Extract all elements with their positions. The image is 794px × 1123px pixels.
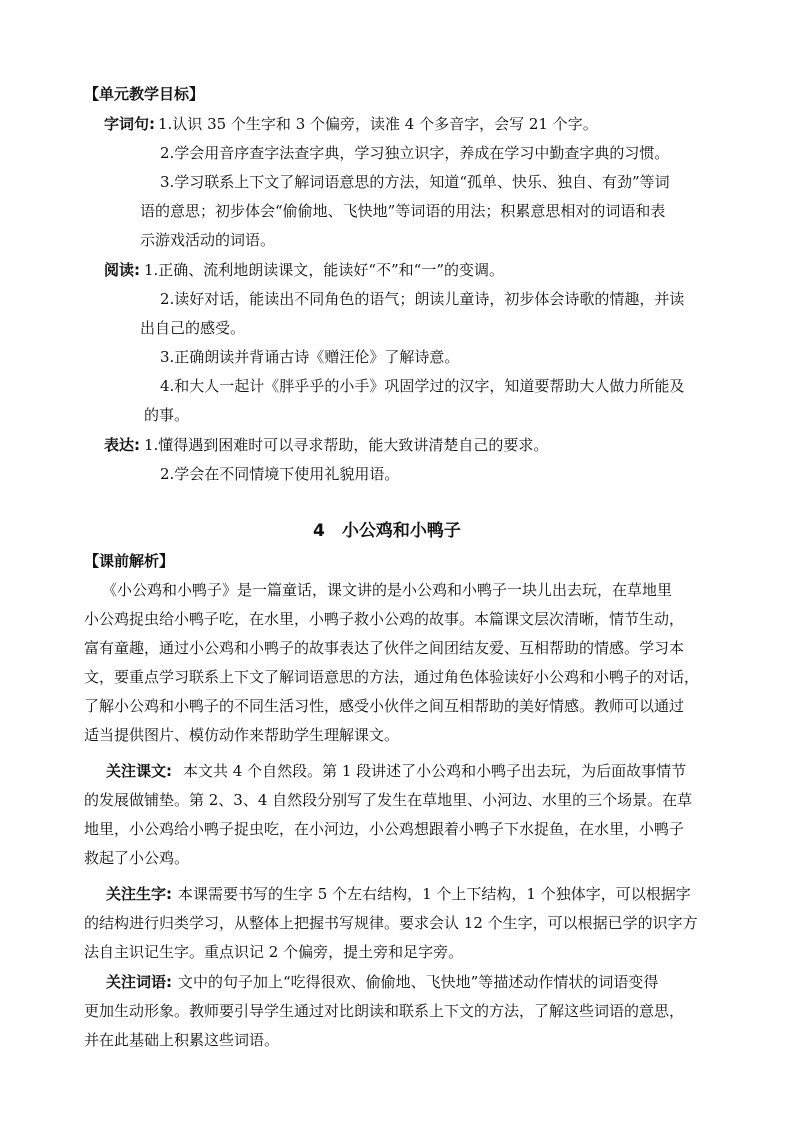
goal-line: 3.正确朗读并背诵古诗《赠汪伦》了解诗意。 bbox=[160, 348, 460, 366]
goal-line: 出自己的感受。 bbox=[140, 319, 246, 337]
analysis-heading: 【课前解析】 bbox=[84, 552, 175, 570]
goal-line: 2.学会用音序查字法查字典，学习独立识字，养成在学习中勤查字典的习惯。 bbox=[160, 144, 670, 162]
goal-line: 1.懂得遇到困难时可以寻求帮助，能大致讲清楚自己的要求。 bbox=[144, 436, 549, 454]
goal-line: 2.学会在不同情境下使用礼貌用语。 bbox=[160, 465, 400, 483]
goal-line: 3.学习联系上下文了解词语意思的方法，知道“孤单、快乐、独自、有劲”等词 bbox=[160, 173, 670, 191]
shengzi-line: 的结构进行归类学习，从整体上把握书写规律。要求会认 12 个生字，可以根据已学的识字方 bbox=[84, 914, 698, 932]
goal-line: 示游戏活动的词语。 bbox=[140, 231, 276, 249]
kewen-label: 关注课文: bbox=[106, 762, 172, 780]
biaoda-label: 表达: bbox=[104, 436, 140, 454]
ciyu-label: 字词句: bbox=[104, 115, 155, 133]
goal-line: 1.正确、流利地朗读课文，能读好“不”和“一”的变调。 bbox=[144, 261, 504, 279]
yuedu-label: 阅读: bbox=[104, 261, 140, 279]
kewen-line: 救起了小公鸡。 bbox=[84, 849, 190, 867]
kewen-line: 的发展做铺垫。第 2、3、4 自然段分别写了发生在草地里、小河边、水里的三个场景。在草 bbox=[84, 791, 693, 809]
analysis-line: 了解小公鸡和小鸭子的不同生活习性，感受小伙伴之间互相帮助的美好情感。教师可以通过 bbox=[84, 697, 685, 715]
analysis-line: 文，要重点学习联系上下文了解词语意思的方法，通过角色体验读好小公鸡和小鸭子的对话， bbox=[84, 668, 700, 686]
lesson-title: 4 小公鸡和小鸭子 bbox=[313, 521, 461, 541]
analysis-line: 适当提供图片、模仿动作来帮助学生理解课文。 bbox=[84, 726, 400, 744]
ciyu-focus-line: 文中的句子加上“吃得很欢、偷偷地、飞快地”等描述动作情状的词语变得 bbox=[178, 973, 659, 991]
goal-line: 4.和大人一起计《胖乎乎的小手》巩固学过的汉字，知道要帮助大人做力所能及 bbox=[160, 377, 685, 395]
goal-line: 1.认识 35 个生字和 3 个偏旁，读准 4 个多音字，会写 21 个字。 bbox=[158, 115, 598, 133]
shengzi-label: 关注生字: bbox=[106, 885, 172, 903]
ciyu-focus-label: 关注词语: bbox=[106, 973, 172, 991]
shengzi-line: 法自主识记生字。重点识记 2 个偏旁，提土旁和足字旁。 bbox=[84, 943, 464, 961]
analysis-line: 《小公鸡和小鸭子》是一篇童话，课文讲的是小公鸡和小鸭子一块儿出去玩，在草地里 bbox=[102, 581, 673, 599]
goal-line: 的事。 bbox=[144, 406, 190, 424]
analysis-line: 小公鸡捉虫给小鸭子吃，在水里，小鸭子救小公鸡的故事。本篇课文层次清晰，情节生动， bbox=[84, 610, 685, 628]
ciyu-focus-line: 更加生动形象。教师要引导学生通过对比朗读和联系上下文的方法，了解这些词语的意思， bbox=[84, 1002, 685, 1020]
ciyu-focus-line: 并在此基础上积累这些词语。 bbox=[84, 1031, 280, 1049]
unit-goals-heading: 【单元教学目标】 bbox=[84, 85, 205, 103]
shengzi-line: 本课需要书写的生字 5 个左右结构，1 个上下结构，1 个独体字，可以根据字 bbox=[178, 885, 691, 903]
kewen-line: 地里，小公鸡给小鸭子捉虫吃，在小河边，小公鸡想跟着小鸭子下水捉鱼，在水里，小鸭子 bbox=[84, 820, 685, 838]
kewen-line: 本文共 4 个自然段。第 1 段讲述了小公鸡和小鸭子出去玩，为后面故事情节 bbox=[183, 762, 687, 780]
goal-line: 语的意思；初步体会“偷偷地、飞快地”等词语的用法；积累意思相对的词语和表 bbox=[140, 202, 666, 220]
analysis-line: 富有童趣，通过小公鸡和小鸭子的故事表达了伙伴之间团结友爱、互相帮助的情感。学习本 bbox=[84, 639, 685, 657]
goal-line: 2.读好对话，能读出不同角色的语气；朗读儿童诗，初步体会诗歌的情趣，并读 bbox=[160, 290, 685, 308]
